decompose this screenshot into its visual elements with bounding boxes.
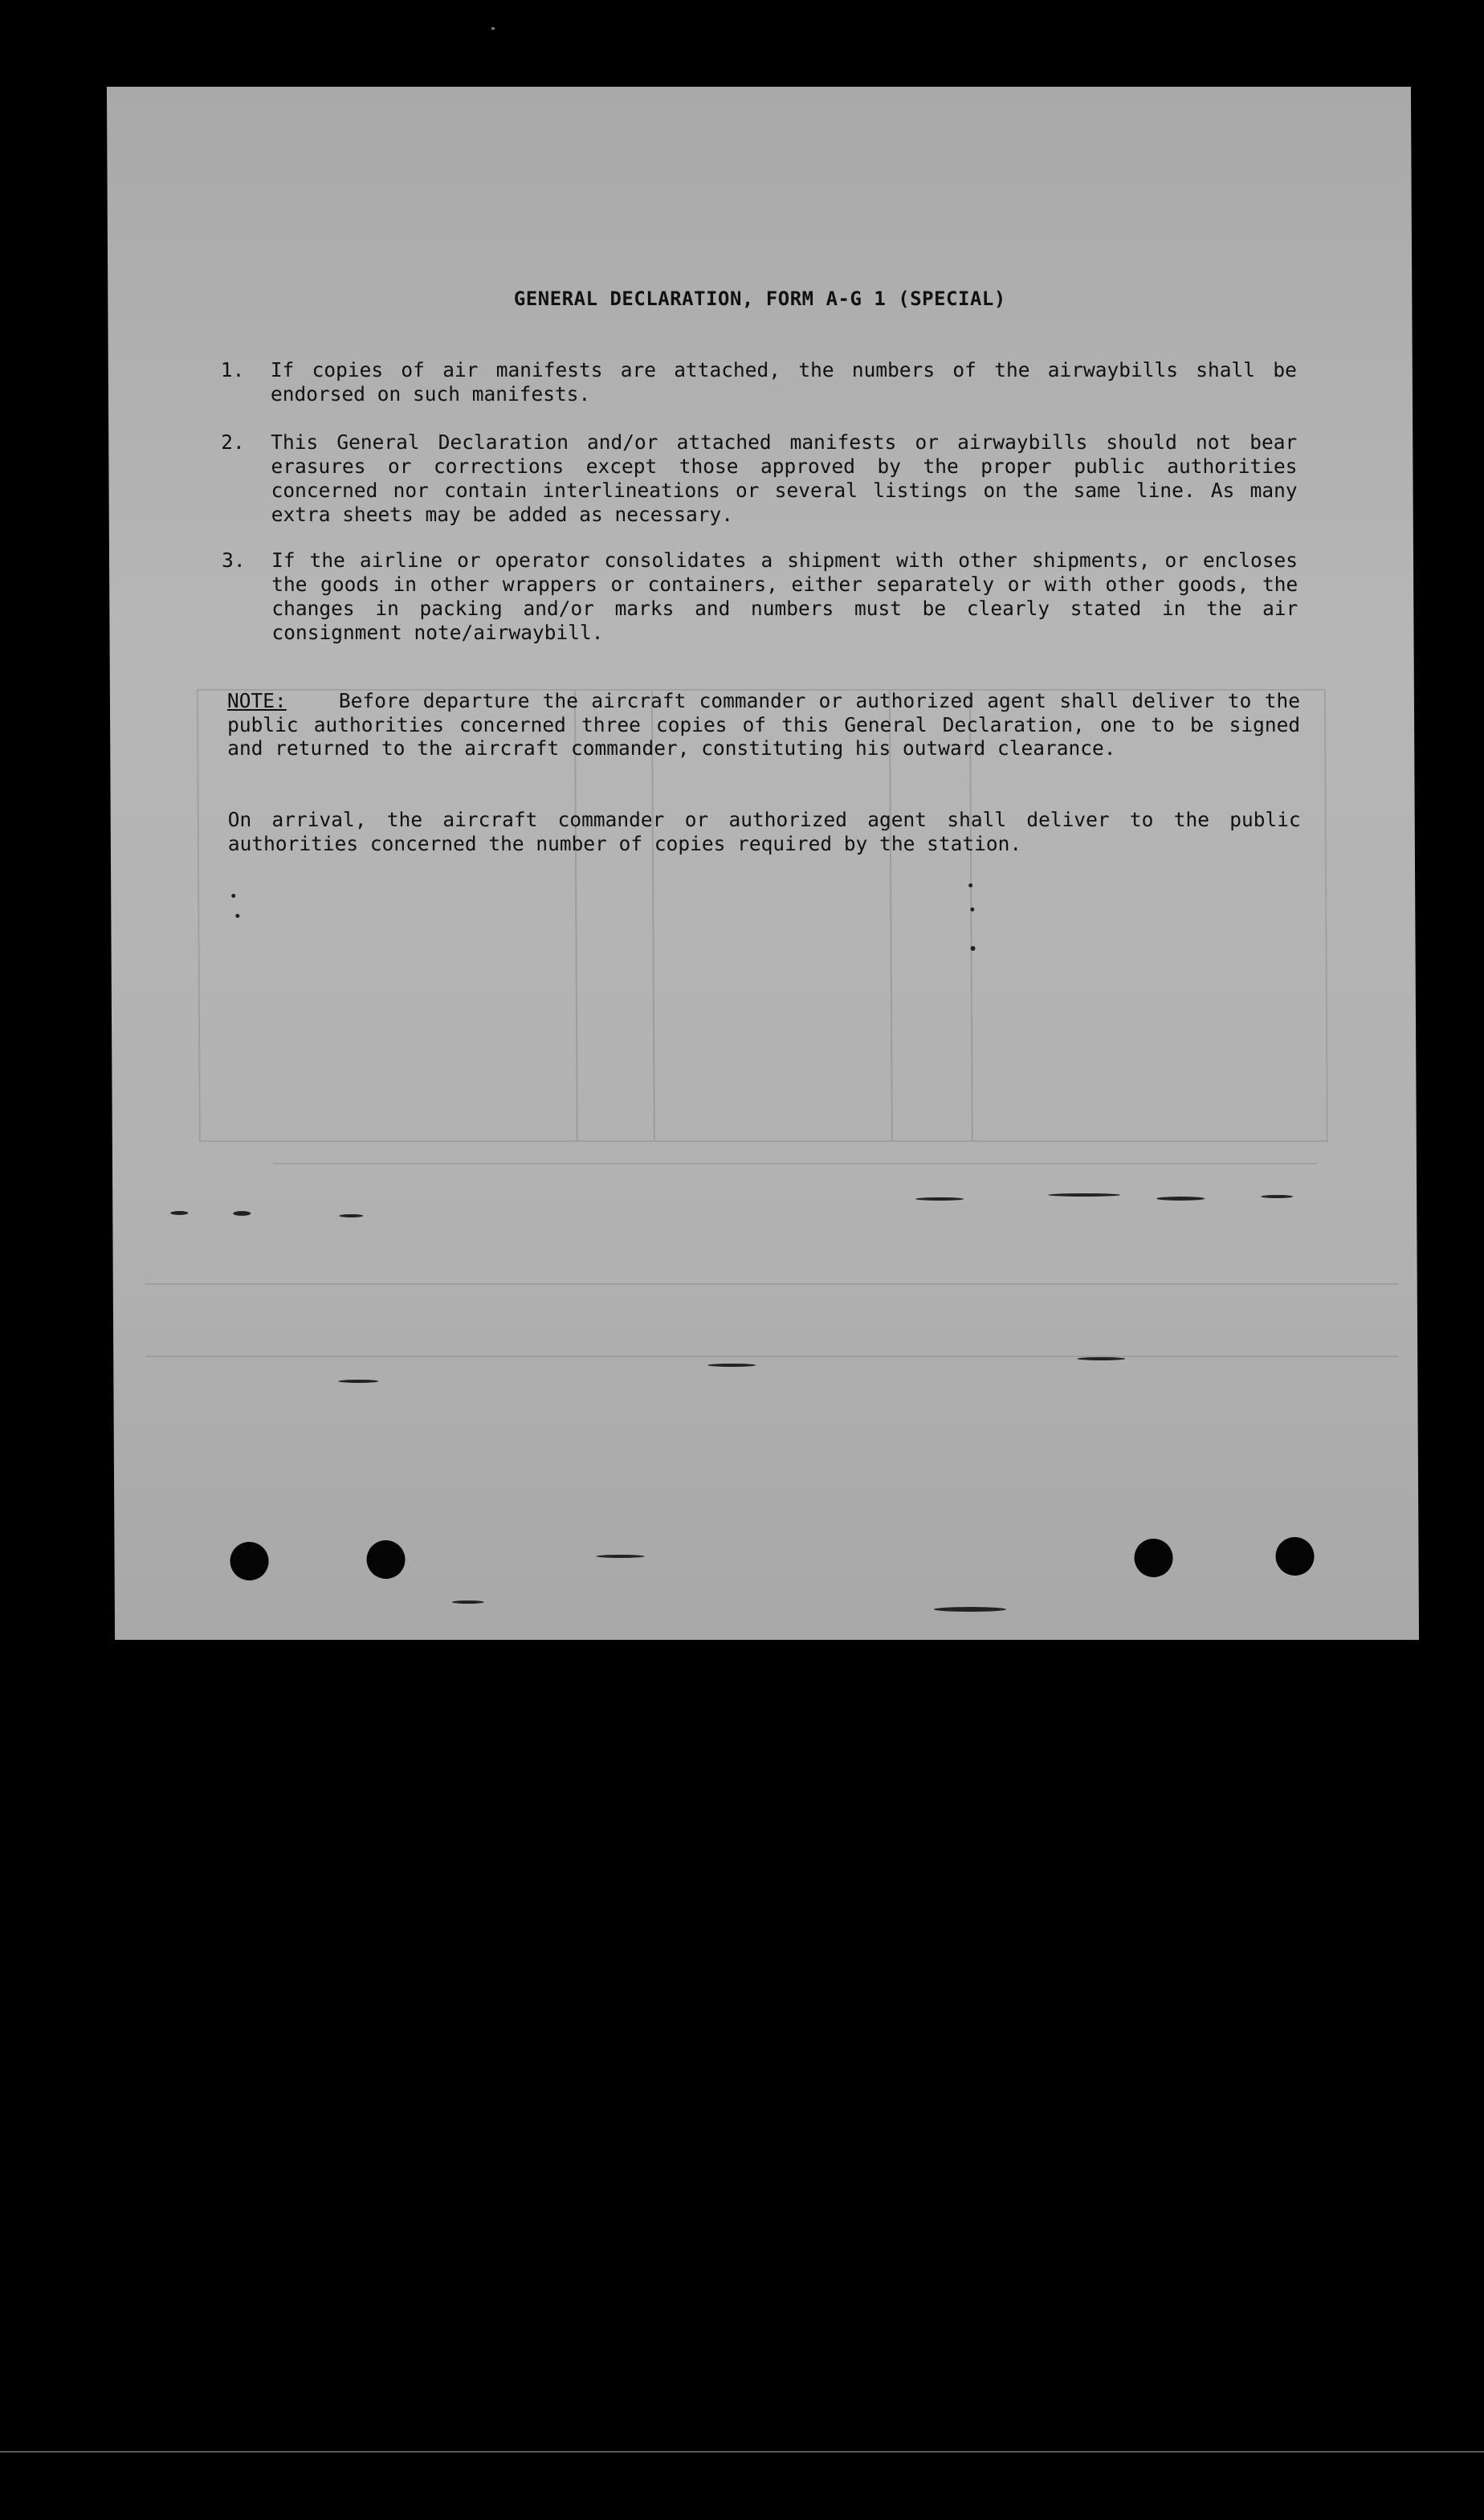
bottom-rule <box>0 2451 1484 2453</box>
instruction-item <box>221 358 1297 406</box>
show-through-line <box>273 1163 1317 1164</box>
instruction-item <box>222 548 1298 645</box>
arrival-paragraph: On arrival, the aircraft commander or authorized agent shall deliver to the public authorities concerned the number of copies required by the station. <box>227 808 1301 855</box>
speck <box>452 1600 484 1604</box>
speck <box>1077 1357 1125 1360</box>
item-text: This General Declaration and/or attached manifests or airwaybills should not bear erasures or corrections except those approved by the proper public authorities concerned nor contain interlineations or several listings on the same line. As many extra sheets may be added as necessary. <box>271 430 1298 526</box>
speck <box>1261 1195 1293 1198</box>
speck <box>233 1211 251 1216</box>
punch-hole <box>1134 1539 1172 1577</box>
note-paragraph <box>227 689 1300 760</box>
document-page <box>107 87 1419 1640</box>
punch-hole <box>230 1542 268 1580</box>
item-number: 2. <box>221 430 245 454</box>
show-through-line <box>145 1283 1398 1285</box>
instruction-item <box>221 430 1298 527</box>
speck <box>968 883 972 887</box>
speck <box>915 1197 964 1201</box>
item-text: If the airline or operator consolidates a shipment with other shipments, or encloses the goods in other wrappers or containers, either separately or with other goods, the changes in packing and/or marks and numbers must be clearly stated in the air consignment note/airwaybill. <box>271 548 1298 644</box>
speck <box>970 907 974 911</box>
dust-speck <box>491 27 495 30</box>
speck <box>597 1555 645 1558</box>
item-number: 1. <box>220 358 245 381</box>
punch-hole <box>1275 1537 1314 1576</box>
item-number: 3. <box>221 548 246 572</box>
speck <box>170 1211 188 1215</box>
speck <box>934 1607 1006 1612</box>
note-text: Before departure the aircraft commander or authorized agent shall deliver to the public authorities concerned three copies of this General Declaration, one to be signed and returned to the aircraft commander, constituting his outward clearance. <box>227 689 1301 760</box>
document-title: GENERAL DECLARATION, FORM A-G 1 (SPECIAL) <box>513 287 1006 310</box>
speck <box>231 894 235 898</box>
show-through-line <box>145 1356 1398 1357</box>
speck <box>1048 1193 1120 1197</box>
speck <box>707 1364 756 1367</box>
speck <box>338 1380 378 1383</box>
item-text: If copies of air manifests are attached, the numbers of the airwaybills shall be endorsed on such manifests. <box>270 358 1297 406</box>
speck <box>1156 1197 1205 1201</box>
speck <box>339 1214 363 1217</box>
punch-hole <box>366 1540 405 1579</box>
speck <box>971 946 976 951</box>
note-label: NOTE: <box>226 689 287 712</box>
speck <box>235 914 239 918</box>
